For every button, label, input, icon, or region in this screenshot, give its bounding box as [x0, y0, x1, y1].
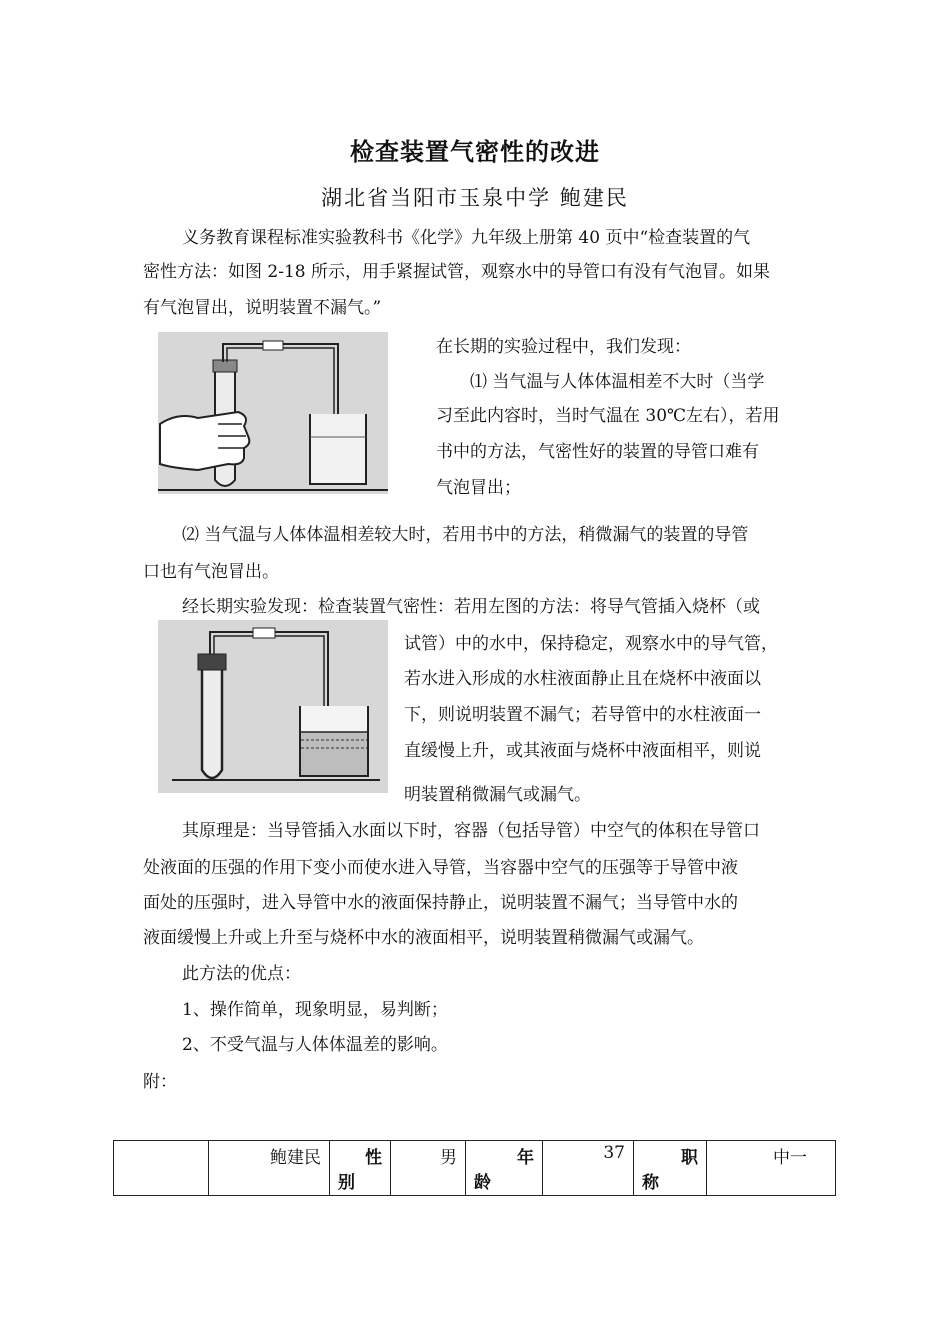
paragraph-5-line-4: 液面缓慢上升或上升至与烧杯中水的液面相平，说明装置稍微漏气或漏气。	[143, 928, 704, 948]
side-text-1-line-3: 习至此内容时，当时气温在 30℃左右），若用	[436, 406, 780, 426]
advantage-item-2: 2、不受气温与人体体温差的影响。	[182, 1035, 448, 1055]
figure-test-tube-beaker	[158, 620, 388, 793]
age-value: 37	[603, 1143, 625, 1163]
title-label-char-1: 职	[681, 1148, 698, 1168]
paragraph-5-line-3: 面处的压强时，进入导管中水的液面保持静止，说明装置不漏气；当导管中水的	[143, 893, 738, 913]
document-title: 检查装置气密性的改进	[350, 138, 600, 166]
side-text-2-line-4: 直缓慢上升，或其液面与烧杯中液面相平，则说	[404, 741, 761, 761]
appendix-label: 附：	[143, 1072, 177, 1092]
empty-cell	[114, 1141, 209, 1196]
side-text-1-line-4: 书中的方法，气密性好的装置的导管口难有	[436, 442, 759, 462]
age-label-cell	[466, 1141, 543, 1196]
side-text-1-line-1: 在长期的实验过程中，我们发现：	[436, 337, 691, 357]
gender-cell	[391, 1141, 466, 1196]
paragraph-1-line-2: 密性方法：如图 2-18 所示，用手紧握试管，观察水中的导管口有没有气泡冒。如果	[143, 262, 770, 282]
age-label-char-2: 龄	[474, 1173, 491, 1193]
gender-label-char-1: 性	[365, 1148, 382, 1168]
paragraph-3-line-1: ⑵ 当气温与人体体温相差较大时，若用书中的方法，稍微漏气的装置的导管	[182, 525, 749, 545]
paragraph-1-line-3: 有气泡冒出，说明装置不漏气。”	[143, 298, 382, 318]
side-text-1-line-5: 气泡冒出；	[436, 478, 521, 498]
name-cell	[209, 1141, 330, 1196]
side-text-2-line-5: 明装置稍微漏气或漏气。	[404, 785, 591, 805]
paragraph-5-line-2: 处液面的压强的作用下变小而使水进入导管，当容器中空气的压强等于导管中液	[143, 858, 738, 878]
age-label-char-1: 年	[517, 1148, 534, 1168]
side-text-2-line-3: 下，则说明装置不漏气；若导管中的水柱液面一	[404, 705, 761, 725]
name-value: 鲍建民	[270, 1148, 321, 1168]
advantages-title: 此方法的优点：	[182, 964, 301, 984]
gender-label-char-2: 别	[338, 1173, 355, 1193]
title-cell	[707, 1141, 836, 1196]
title-value: 中一	[773, 1148, 807, 1168]
title-label-cell	[634, 1141, 707, 1196]
gender-label-cell	[330, 1141, 391, 1196]
side-text-1-line-2: ⑴ 当气温与人体体温相差不大时（当学	[470, 372, 765, 392]
title-label-char-2: 称	[642, 1173, 659, 1193]
paragraph-5-line-1: 其原理是：当导管插入水面以下时，容器（包括导管）中空气的体积在导管口	[182, 821, 760, 841]
author-line: 湖北省当阳市玉泉中学 鲍建民	[321, 186, 629, 210]
paragraph-1-line-1: 义务教育课程标准实验教科书《化学》九年级上册第 40 页中“检查装置的气	[182, 228, 751, 248]
age-cell	[543, 1141, 634, 1196]
advantage-item-1: 1、操作简单，现象明显，易判断；	[182, 1000, 448, 1020]
side-text-2-line-2: 若水进入形成的水柱液面静止且在烧杯中液面以	[404, 669, 761, 689]
gender-value: 男	[440, 1148, 457, 1168]
paragraph-3-line-2: 口也有气泡冒出。	[143, 562, 279, 582]
paragraph-4-line-1: 经长期实验发现：检查装置气密性：若用左图的方法：将导气管插入烧杯（或	[182, 597, 760, 617]
author-info-table	[113, 1140, 836, 1196]
side-text-2-line-1: 试管）中的水中，保持稳定，观察水中的导气管，	[404, 634, 778, 654]
figure-hand-test-tube	[158, 332, 388, 494]
